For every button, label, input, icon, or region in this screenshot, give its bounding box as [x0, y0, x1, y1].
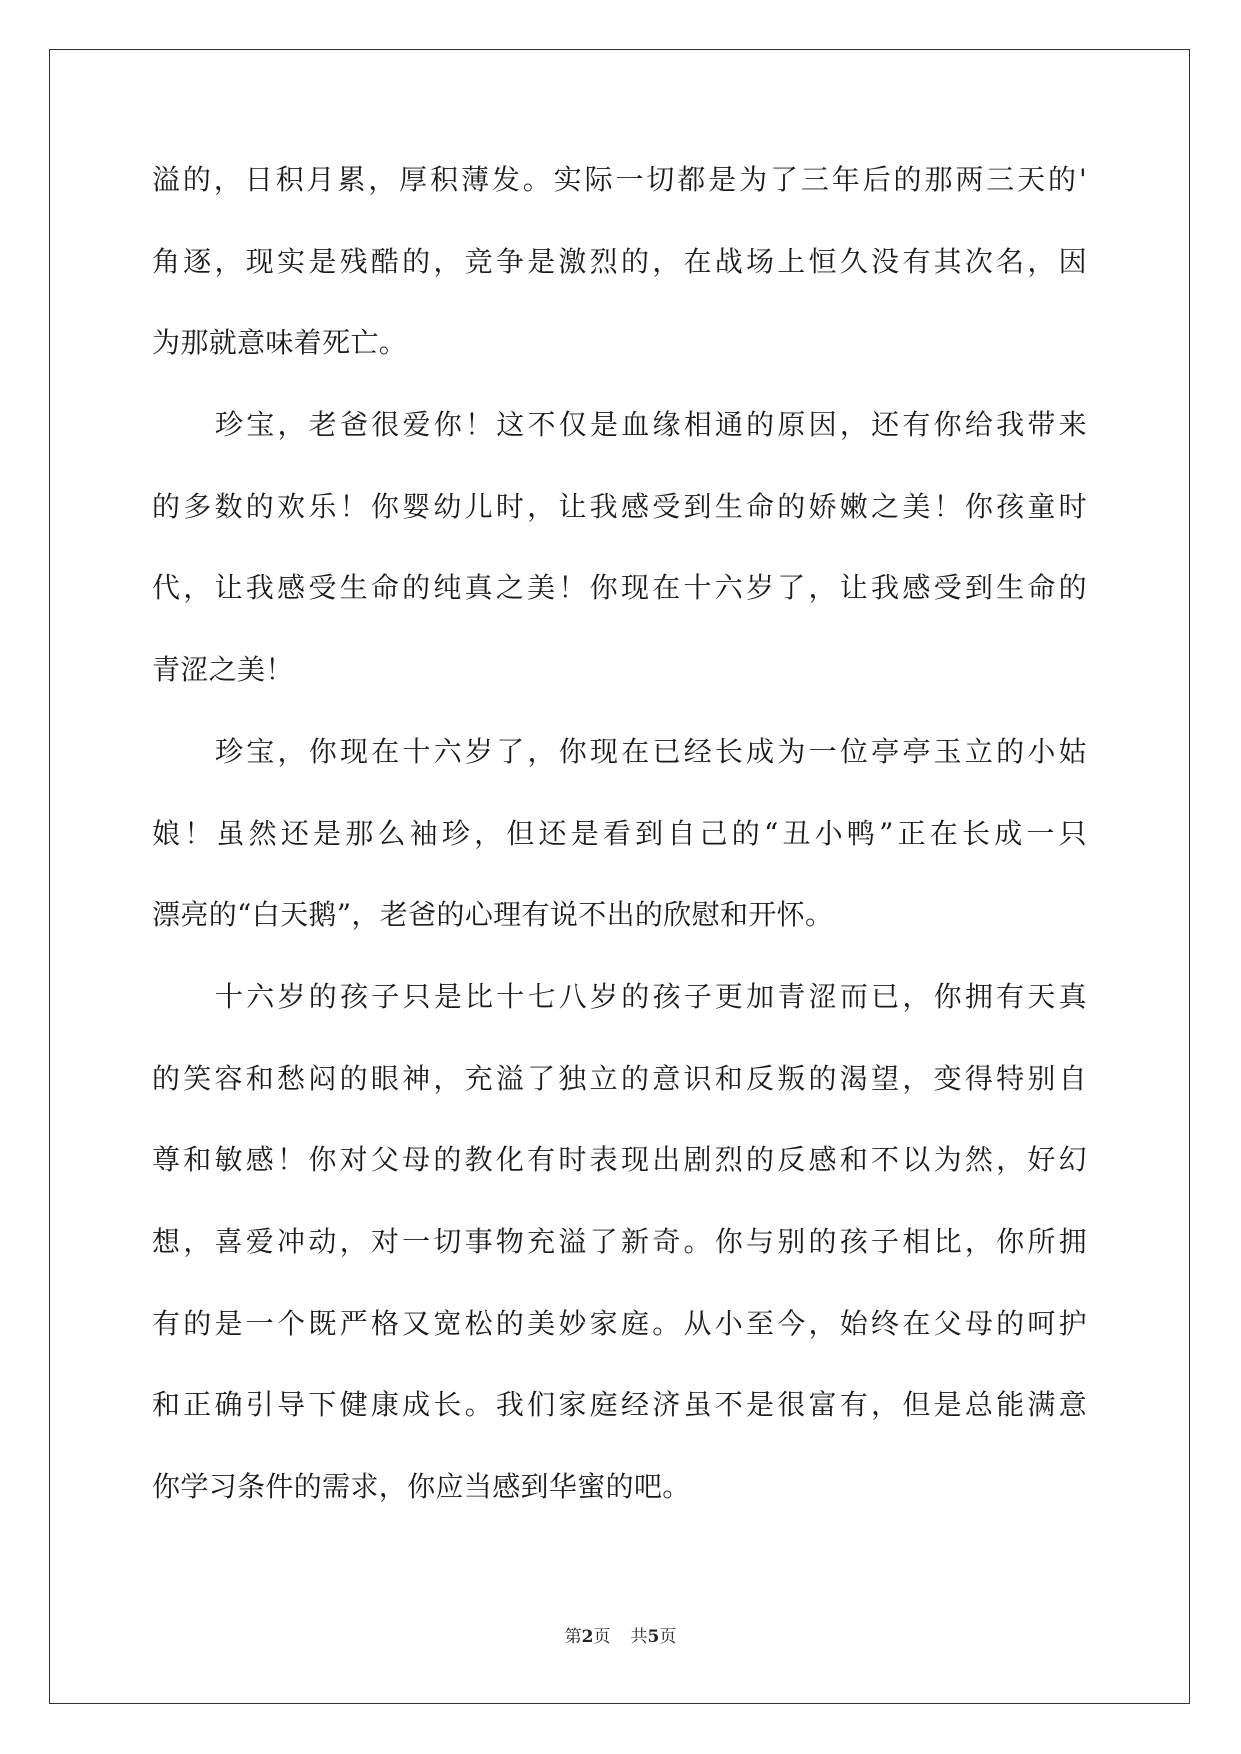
text-line: 和正确引导下健康成长。我们家庭经济虽不是很富有，但是总能满意 [152, 1388, 1087, 1422]
page-suffix: 页 [593, 1627, 611, 1647]
text-line: 娘！虽然还是那么袖珍，但还是看到自己的“丑小鸭”正在长成一只 [152, 816, 1087, 850]
total-prefix: 共 [630, 1627, 648, 1647]
paragraph [152, 150, 1087, 395]
text-line: 尊和敏感！你对父母的教化有时表现出剧烈的反感和不以为然，好幻 [152, 1143, 1087, 1177]
text-line: 的多数的欢乐！你婴幼儿时，让我感受到生命的娇嫩之美！你孩童时 [152, 489, 1087, 523]
text-line: 珍宝，老爸很爱你！这不仅是血缘相通的原因，还有你给我带来 [215, 408, 1087, 442]
text-line: 漂亮的“白天鹅”，老爸的心理有说不出的欣慰和开怀。 [152, 898, 834, 932]
page-footer [0, 1625, 1241, 1649]
text-line: 青涩之美！ [152, 653, 294, 687]
text-line: 你学习条件的需求，你应当感到华蜜的吧。 [152, 1470, 691, 1503]
text-line: 角逐，现实是残酷的，竞争是激烈的，在战场上恒久没有其次名，因 [152, 244, 1087, 278]
page-current-number: 2 [581, 1627, 594, 1647]
paragraph [152, 395, 1087, 722]
page-total-number: 5 [647, 1627, 660, 1647]
document-body [152, 150, 1087, 1539]
text-line: 为那就意味着死亡。 [152, 326, 408, 360]
text-line: 代，让我感受生命的纯真之美！你现在十六岁了，让我感受到生命的 [152, 571, 1087, 605]
paragraph [152, 722, 1087, 967]
text-line: 溢的，日积月累，厚积薄发。实际一切都是为了三年后的那两三天的' [152, 163, 1087, 196]
text-line: 有的是一个既严格又宽松的美妙家庭。从小至今，始终在父母的呵护 [152, 1306, 1087, 1340]
text-line: 十六岁的孩子只是比十七八岁的孩子更加青涩而已，你拥有天真 [215, 979, 1087, 1013]
total-suffix: 页 [659, 1627, 677, 1647]
text-line: 珍宝，你现在十六岁了，你现在已经长成为一位亭亭玉立的小姑 [215, 734, 1087, 768]
text-line: 想，喜爱冲动，对一切事物充溢了新奇。你与别的孩子相比，你所拥 [152, 1224, 1087, 1258]
page-prefix: 第 [564, 1627, 582, 1647]
text-line: 的笑容和愁闷的眼神，充溢了独立的意识和反叛的渴望，变得特别自 [152, 1061, 1087, 1095]
paragraph [152, 967, 1087, 1539]
